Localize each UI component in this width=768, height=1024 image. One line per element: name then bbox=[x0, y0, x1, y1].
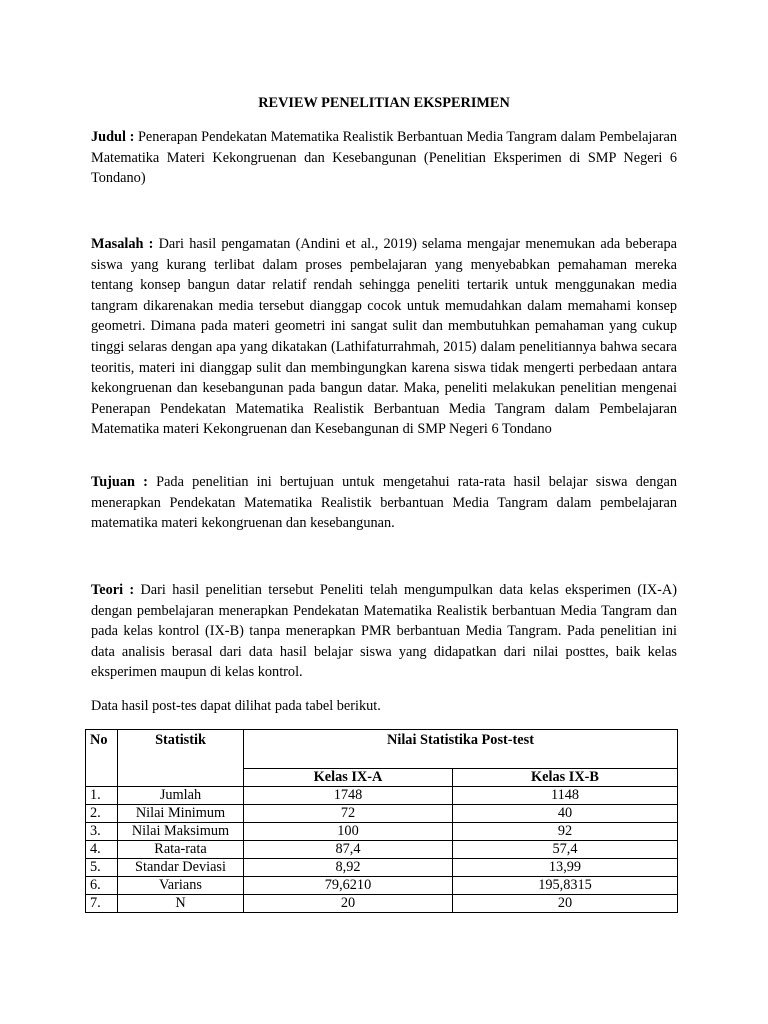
row-value-a: 79,6210 bbox=[244, 877, 453, 895]
row-value-b: 20 bbox=[453, 895, 678, 913]
masalah-paragraph bbox=[91, 234, 677, 440]
table-row bbox=[86, 823, 678, 841]
row-value-b: 40 bbox=[453, 805, 678, 823]
table-row bbox=[86, 877, 678, 895]
masalah-label: Masalah : bbox=[91, 236, 154, 252]
row-no: 4. bbox=[86, 841, 118, 859]
row-statistic: Rata-rata bbox=[118, 841, 244, 859]
row-statistic: Varians bbox=[118, 877, 244, 895]
header-statistik: Statistik bbox=[118, 730, 244, 787]
row-value-b: 195,8315 bbox=[453, 877, 678, 895]
row-value-b: 13,99 bbox=[453, 859, 678, 877]
table-row bbox=[86, 859, 678, 877]
row-value-a: 100 bbox=[244, 823, 453, 841]
teori-paragraph bbox=[91, 580, 677, 683]
row-value-a: 72 bbox=[244, 805, 453, 823]
row-value-b: 57,4 bbox=[453, 841, 678, 859]
row-no: 1. bbox=[86, 787, 118, 805]
row-no: 7. bbox=[86, 895, 118, 913]
row-statistic: N bbox=[118, 895, 244, 913]
tujuan-text: Pada penelitian ini bertujuan untuk mengetahui rata-rata hasil belajar siswa dengan menerapkan Pendekatan Matematika Realistik berbantuan Media Tangram dalam pembelajaran matematika materi kekongruenan dan kesebangunan. bbox=[91, 474, 677, 532]
judul-text: Penerapan Pendekatan Matematika Realistik Berbantuan Media Tangram dalam Pembelajaran Matematika Materi Kekongruenan dan Kesebangunan (Penelitian Eksperimen di SMP Negeri 6 Tondano) bbox=[91, 129, 677, 187]
table-row bbox=[86, 841, 678, 859]
table-row bbox=[86, 787, 678, 805]
table-row bbox=[86, 895, 678, 913]
table-row bbox=[86, 805, 678, 823]
row-value-a: 8,92 bbox=[244, 859, 453, 877]
row-value-a: 87,4 bbox=[244, 841, 453, 859]
judul-paragraph bbox=[91, 127, 677, 189]
row-statistic: Nilai Maksimum bbox=[118, 823, 244, 841]
table-intro: Data hasil post-tes dapat dilihat pada tabel berikut. bbox=[91, 698, 381, 714]
header-kelas-b: Kelas IX-B bbox=[453, 769, 678, 787]
teori-label: Teori : bbox=[91, 582, 135, 598]
row-statistic: Jumlah bbox=[118, 787, 244, 805]
row-value-b: 1148 bbox=[453, 787, 678, 805]
masalah-text: Dari hasil pengamatan (Andini et al., 2019) selama mengajar menemukan ada beberapa siswa yang kurang terlibat dalam proses pembelajaran yang menyebabkan pemahaman mereka tentang konsep bangun datar relatif rendah sehingga peneliti tertarik untuk menggunakan media tangram dikarenakan media tersebut dianggap cocok untuk memudahkan dalam memahami konsep geometri. Dimana pada materi geometri ini sangat sulit dan membutuhkan pemahaman yang cukup tinggi selaras dengan apa yang dikatakan (Lathifaturrahmah, 2015) dalam penelitiannya bahwa secara teoritis, materi ini dianggap sulit dan membingungkan karena siswa tidak mengerti perbedaan antara kekongruenan dan kesebangunan pada bangun datar. Maka, peneliti melakukan penelitian mengenai Penerapan Pendekatan Matematika Realistik Berbantuan Media Tangram dalam Pembelajaran Matematika materi Kekongruenan dan Kesebangunan di SMP Negeri 6 Tondano bbox=[91, 236, 678, 438]
row-value-a: 1748 bbox=[244, 787, 453, 805]
header-kelas-a: Kelas IX-A bbox=[244, 769, 453, 787]
row-no: 6. bbox=[86, 877, 118, 895]
row-value-b: 92 bbox=[453, 823, 678, 841]
row-value-a: 20 bbox=[244, 895, 453, 913]
document-title: REVIEW PENELITIAN EKSPERIMEN bbox=[258, 95, 510, 111]
row-no: 5. bbox=[86, 859, 118, 877]
post-test-statistics-table bbox=[85, 729, 678, 913]
row-statistic: Nilai Minimum bbox=[118, 805, 244, 823]
row-no: 3. bbox=[86, 823, 118, 841]
row-no: 2. bbox=[86, 805, 118, 823]
judul-label: Judul : bbox=[91, 129, 135, 145]
row-statistic: Standar Deviasi bbox=[118, 859, 244, 877]
header-group: Nilai Statistika Post-test bbox=[244, 730, 678, 769]
teori-text: Dari hasil penelitian tersebut Peneliti telah mengumpulkan data kelas eksperimen (IX-A) dengan pembelajaran menerapkan Pendekatan Matematika Realistik berbantuan Media Tangram dan pada kelas kontrol (IX-B) tanpa menerapkan PMR berbantuan Media Tangram. Pada penelitian ini data analisis berasal dari data hasil belajar siswa yang didapatkan dari nilai posttes, baik kelas eksperimen maupun di kelas kontrol. bbox=[91, 582, 678, 681]
tujuan-paragraph bbox=[91, 472, 677, 534]
header-no: No bbox=[86, 730, 118, 787]
tujuan-label: Tujuan : bbox=[91, 474, 148, 490]
